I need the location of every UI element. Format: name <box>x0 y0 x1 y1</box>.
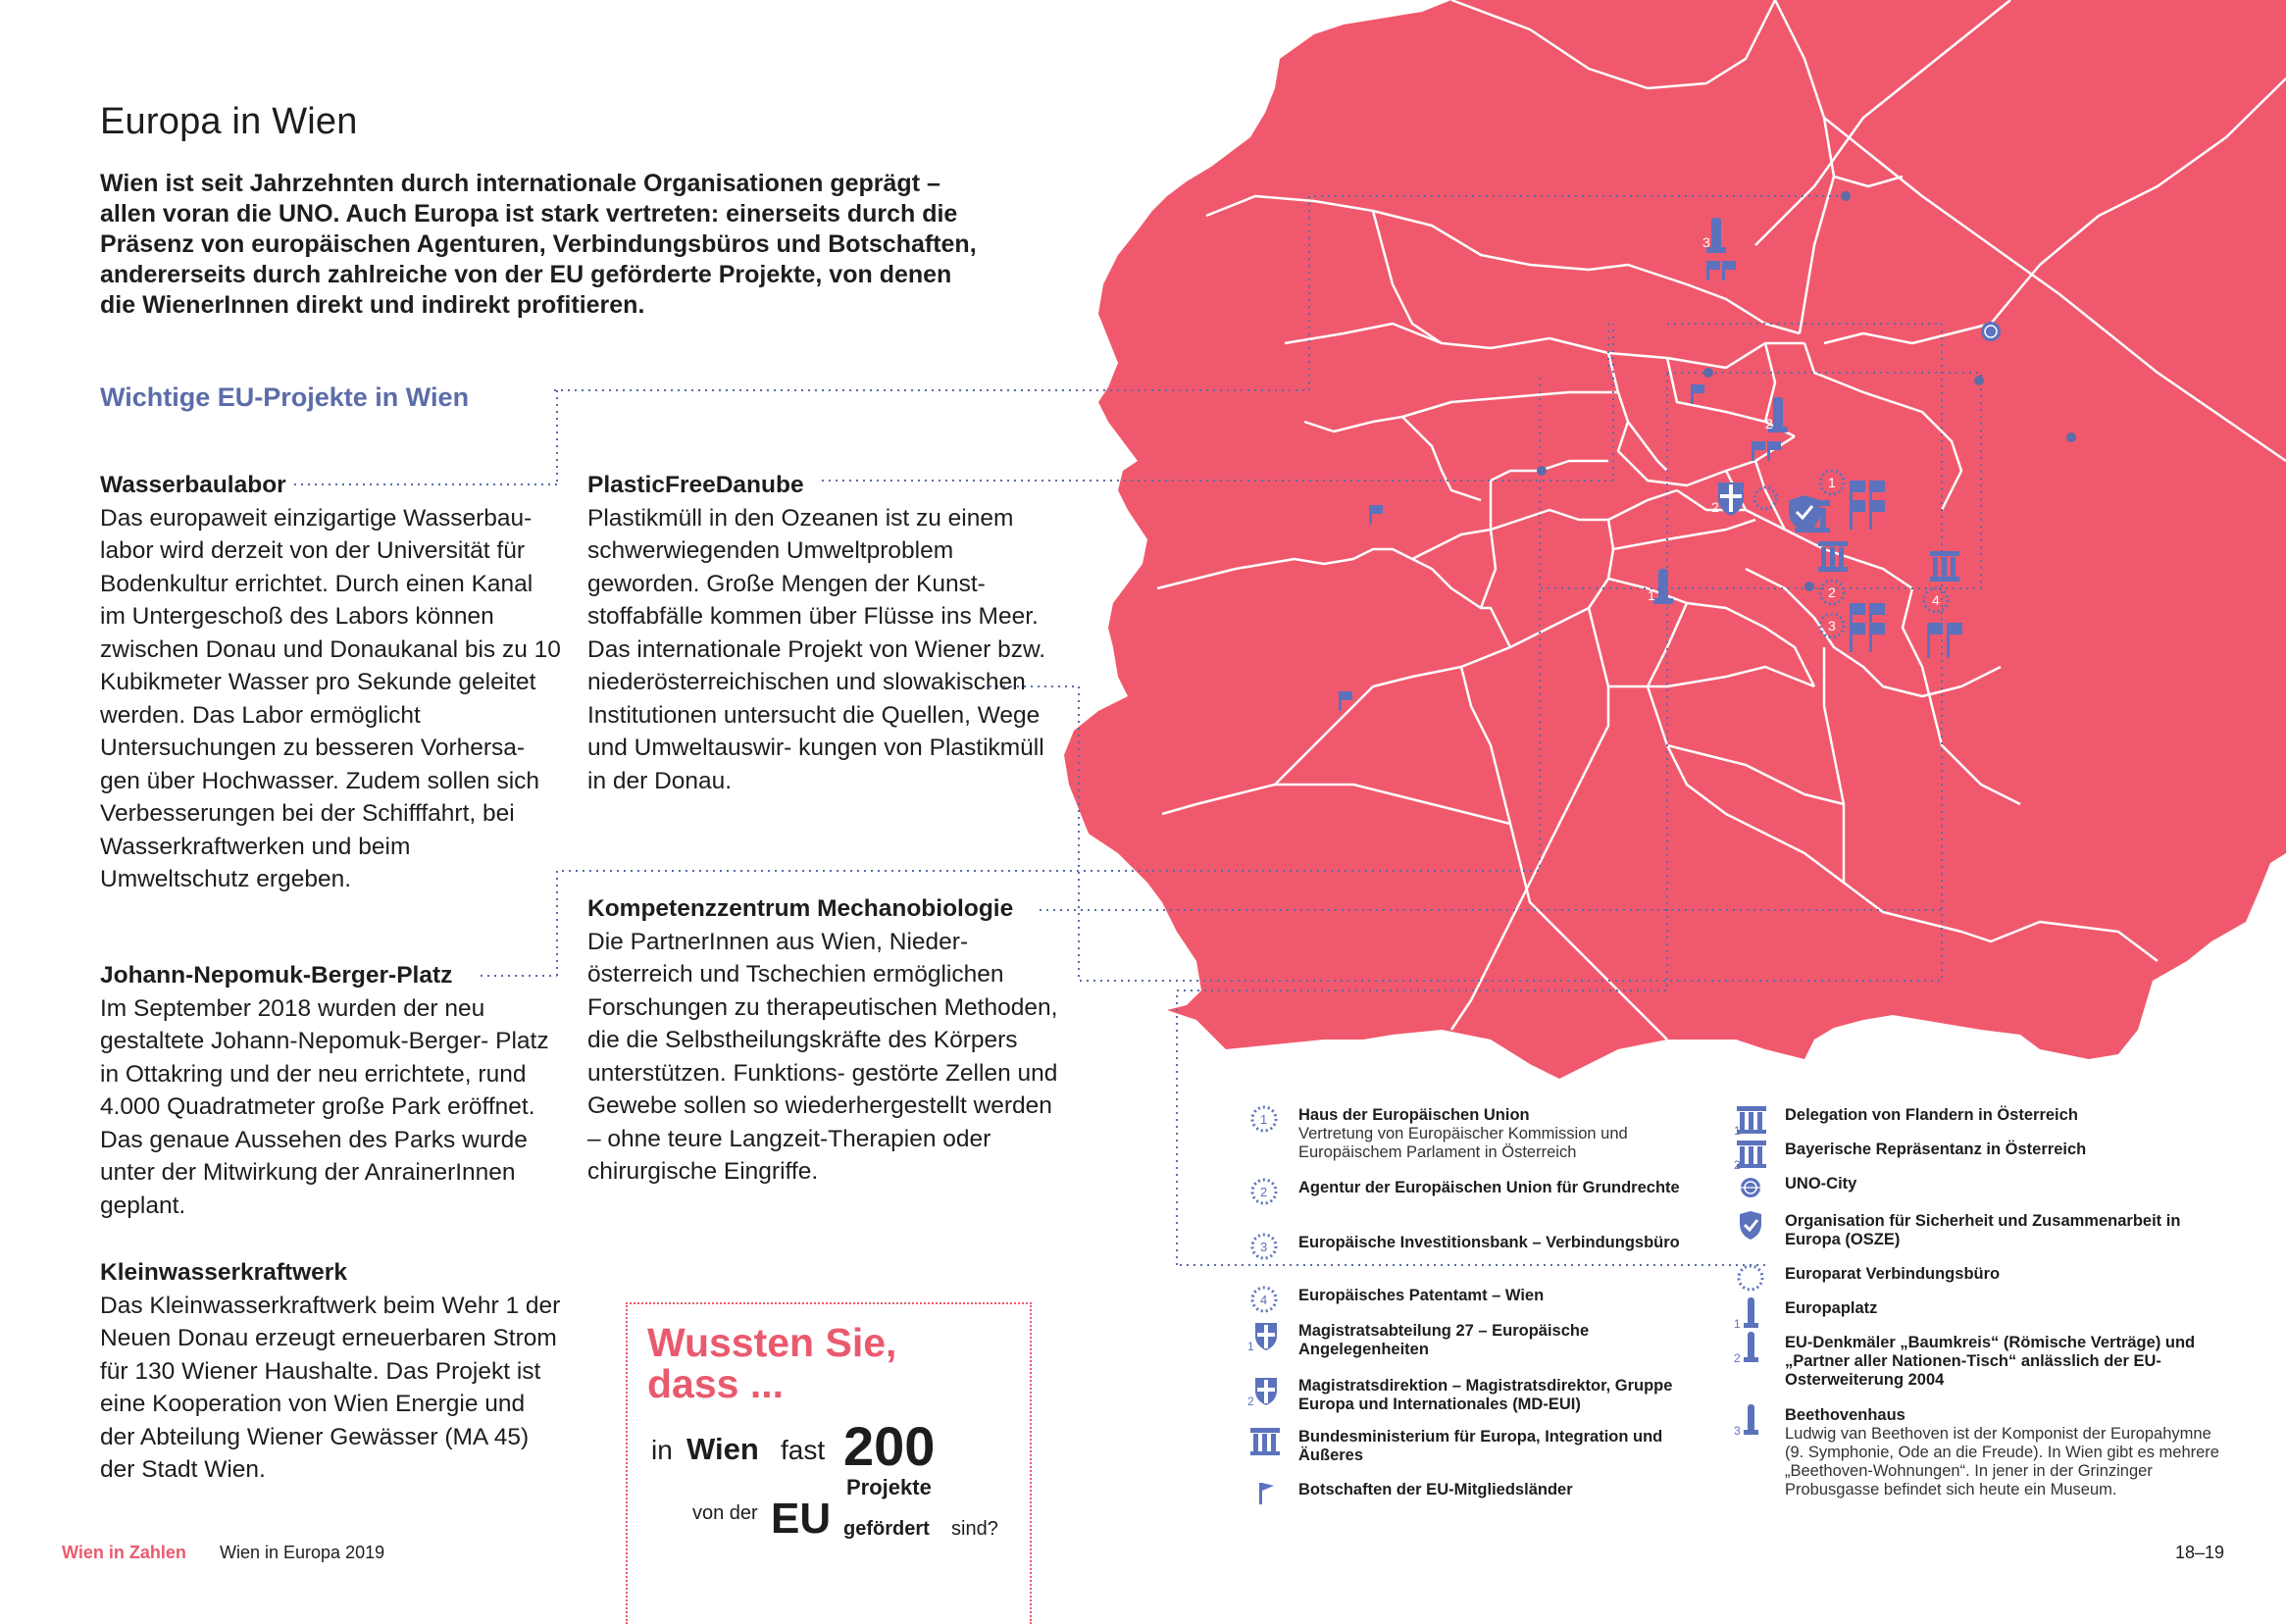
did-sind: sind? <box>951 1518 998 1540</box>
did-wien: Wien <box>686 1432 759 1466</box>
marker-num: 3 <box>1828 618 1836 634</box>
project-title: Wasserbaulabor <box>100 472 286 498</box>
svg-text:1: 1 <box>1734 1317 1741 1329</box>
legend-entry-title: Magistratsdirektion – Magistratsdirektor, Gruppe Europa und Internationales (MD-EUI) <box>1298 1377 1673 1413</box>
legend-entry <box>1298 1481 1720 1499</box>
svg-text:4: 4 <box>1260 1293 1268 1307</box>
did-heading-line1: Wussten Sie, <box>647 1320 897 1365</box>
legend-entry-title: Bayerische Repräsentanz in Österreich <box>1785 1141 2087 1158</box>
intro-text: Wien ist seit Jahrzehnten durch internationale Organisationen geprägt – allen voran die UNO. Auch Europa ist stark vertreten: einerseits durch die Präsenz von europäischen Agenturen, Verbindungsbüros und Botschaften, andererseits durch zahlreiche von der EU geförderte Projekte, von denen die WienerInnen direkt und indirekt profitieren. <box>100 170 977 319</box>
vienna-shield-icon <box>1247 1373 1281 1406</box>
vienna-outline <box>1064 0 2286 1079</box>
svg-text:2: 2 <box>1734 1351 1741 1363</box>
legend-entry-title: UNO-City <box>1785 1175 1857 1193</box>
legend-entry-title: Agentur der Europäischen Union für Grundrechte <box>1298 1179 1680 1196</box>
legend-entry-title: Beethovenhaus <box>1785 1406 1905 1424</box>
eu-stars-icon <box>1247 1230 1281 1263</box>
svg-text:1: 1 <box>1734 1124 1741 1136</box>
eu-stars-icon <box>1247 1175 1281 1208</box>
legend-entry-title: Europarat Verbindungsbüro <box>1785 1265 2001 1283</box>
legend-entry <box>1785 1406 2226 1499</box>
project-mechanobiologie <box>587 892 1058 1189</box>
svg-text:3: 3 <box>1734 1424 1741 1436</box>
project-title: PlasticFreeDanube <box>587 472 804 498</box>
legend-entry-title: Bundesministerium für Europa, Integration und Äußeres <box>1298 1428 1663 1464</box>
footer-publication: Wien in Europa 2019 <box>220 1543 385 1562</box>
legend-entry-description: Ludwig van Beethoven ist der Komponist der Europahymne (9. Symphonie, Ode an die Freude). In Wien gibt es mehrere „Beethoven-Wohnungen“. In jener in der Grinzinger Probusgasse befindet sich heute ein Museum. <box>1785 1425 2219 1498</box>
section-title: Wichtige EU-Projekte in Wien <box>100 382 470 412</box>
project-text: Das Kleinwasserkraftwerk beim Wehr 1 der Neuen Donau erzeugt erneuerbaren Strom für 130 Wiener Haushalte. Das Projekt ist eine Kooperation von Wien Energie und der Abteilung Wiener Gewässer (MA 45) der Stadt Wien. <box>100 1292 561 1483</box>
vienna-shield-icon <box>1247 1318 1281 1351</box>
un-globe-marker <box>1981 322 2001 341</box>
council-ring-icon <box>1734 1261 1767 1294</box>
legend-entry <box>1785 1334 2226 1390</box>
legend-entry-title: Organisation für Sicherheit und Zusammenarbeit in Europa (OSZE) <box>1785 1212 2181 1248</box>
svg-text:3: 3 <box>1260 1240 1268 1254</box>
legend-entry <box>1298 1287 1720 1305</box>
svg-text:2: 2 <box>1734 1158 1741 1170</box>
did-number: 200 <box>843 1415 936 1477</box>
marker-num: 2 <box>1765 416 1773 431</box>
legend-entry-title: EU-Denkmäler „Baumkreis“ (Römische Verträge) und „Partner aller Nationen-Tisch“ anlässlich der EU-Osterweiterung 2004 <box>1785 1334 2196 1389</box>
marker-num: 1 <box>1648 587 1655 603</box>
legend-entry <box>1785 1175 2226 1193</box>
project-kleinwasserkraftwerk <box>100 1256 561 1487</box>
svg-text:2: 2 <box>1260 1185 1268 1199</box>
project-text: Das europaweit einzigartige Wasserbau- labor wird derzeit von der Universität für Bodenkultur errichtet. Durch einen Kanal im Untergeschoß des Labors können zwischen Donau und Donaukanal bis zu 10 Kubikmeter Wasser pro Sekunde geleitet werden. Das Labor ermöglicht Untersuchungen zu besseren Vorhersa- gen über Hochwasser. Zudem sollen sich Verbesserungen bei der Schifffahrt, bei Wasserkraftwerken und beim Umweltschutz ergeben. <box>100 504 561 892</box>
marker-num: 4 <box>1932 592 1940 608</box>
project-title: Johann-Nepomuk-Berger-Platz <box>100 962 453 989</box>
legend-entry <box>1785 1299 2226 1318</box>
legend-entry-title: Europaplatz <box>1785 1299 1878 1317</box>
legend-entry <box>1785 1212 2226 1249</box>
legend-entry <box>1298 1106 1720 1162</box>
project-text: Im September 2018 wurden der neu gestaltete Johann-Nepomuk-Berger- Platz in Ottakring und der neu errichtete, rund 4.000 Quadratmeter große Park eröffnet. Das genaue Aussehen des Parks wurde unter der Mitwirkung der AnrainerInnen geplant. <box>100 994 549 1219</box>
legend-entry <box>1298 1322 1720 1359</box>
embassy-flag-icon <box>1247 1477 1281 1510</box>
legend-entry-title: Magistratsabteilung 27 – Europäische Angelegenheiten <box>1298 1322 1590 1358</box>
monument-icon <box>1734 1402 1767 1436</box>
osce-shield-icon <box>1734 1208 1767 1242</box>
legend-entry <box>1298 1234 1720 1252</box>
did-you-know-heading <box>647 1322 896 1404</box>
legend-entry-title: Delegation von Flandern in Österreich <box>1785 1106 2078 1124</box>
did-gefoerdert: gefördert <box>843 1518 930 1540</box>
svg-text:1: 1 <box>1260 1112 1268 1127</box>
legend-entry <box>1785 1106 2226 1125</box>
legend-entry-title: Haus der Europäischen Union <box>1298 1106 1530 1124</box>
project-text: Plastikmüll in den Ozeanen ist zu einem schwerwiegenden Umweltproblem geworden. Große Mengen der Kunst- stoffabfälle kommen über Flüsse ins Meer. Das internationale Projekt von Wiener bzw. niederösterreichischen und slowakischen Institutionen untersucht die Quellen, Wege und Umweltauswir- kungen von Plastikmüll in der Donau. <box>587 504 1046 794</box>
marker-num: 3 <box>1702 234 1710 250</box>
legend-entry <box>1785 1141 2226 1159</box>
footer-page-number: 18–19 <box>2175 1543 2225 1562</box>
project-wasserbaulabor <box>100 469 561 896</box>
eu-stars-icon <box>1247 1102 1281 1136</box>
page-title: Europa in Wien <box>100 101 358 142</box>
did-heading-line2: dass ... <box>647 1361 785 1406</box>
eu-stars-icon <box>1247 1283 1281 1316</box>
legend-entry <box>1298 1179 1720 1197</box>
legend-entry-title: Europäisches Patentamt – Wien <box>1298 1287 1545 1304</box>
legend-entry <box>1785 1265 2226 1284</box>
did-projekte: Projekte <box>846 1475 932 1499</box>
marker-num: 2 <box>1828 584 1836 600</box>
marker-num: 2 <box>1711 499 1719 515</box>
monument-icon <box>1734 1330 1767 1363</box>
legend-entry <box>1298 1428 1720 1465</box>
legend-entry-title: Europäische Investitionsbank – Verbindungsbüro <box>1298 1234 1680 1251</box>
did-in: in <box>651 1435 673 1465</box>
svg-text:1: 1 <box>1247 1340 1254 1351</box>
delegation-building-icon <box>1734 1137 1767 1170</box>
footer-series: Wien in Zahlen <box>62 1543 186 1562</box>
project-title: Kompetenzzentrum Mechanobiologie <box>587 895 1014 922</box>
delegation-building-icon <box>1734 1102 1767 1136</box>
monument-icon <box>1734 1295 1767 1329</box>
un-globe-icon <box>1734 1171 1767 1204</box>
did-fast: fast <box>781 1435 826 1465</box>
marker-num: 1 <box>1828 475 1836 490</box>
did-eu: EU <box>771 1495 832 1543</box>
project-title: Kleinwasserkraftwerk <box>100 1259 347 1286</box>
project-plasticfreedanube <box>587 469 1058 797</box>
project-text: Die PartnerInnen aus Wien, Nieder- österreich und Tschechien ermöglichen Forschungen zu therapeutischen Methoden, die die Selbstheilungskräfte des Körpers unterstützen. Funktions- gestörte Zellen und Gewebe sollen so wiederhergestellt werden – ohne teure Langzeit-Therapien oder chirurgische Eingriffe. <box>587 928 1058 1185</box>
ministry-building-icon <box>1247 1424 1281 1457</box>
did-von-der: von der <box>692 1502 758 1524</box>
legend-entry <box>1298 1377 1720 1414</box>
legend-entry-description: Vertretung von Europäischer Kommission und Europäischem Parlament in Österreich <box>1298 1125 1628 1161</box>
svg-text:2: 2 <box>1247 1395 1254 1406</box>
legend-entry-title: Botschaften der EU-Mitgliedsländer <box>1298 1481 1573 1498</box>
project-berger-platz <box>100 959 561 1222</box>
